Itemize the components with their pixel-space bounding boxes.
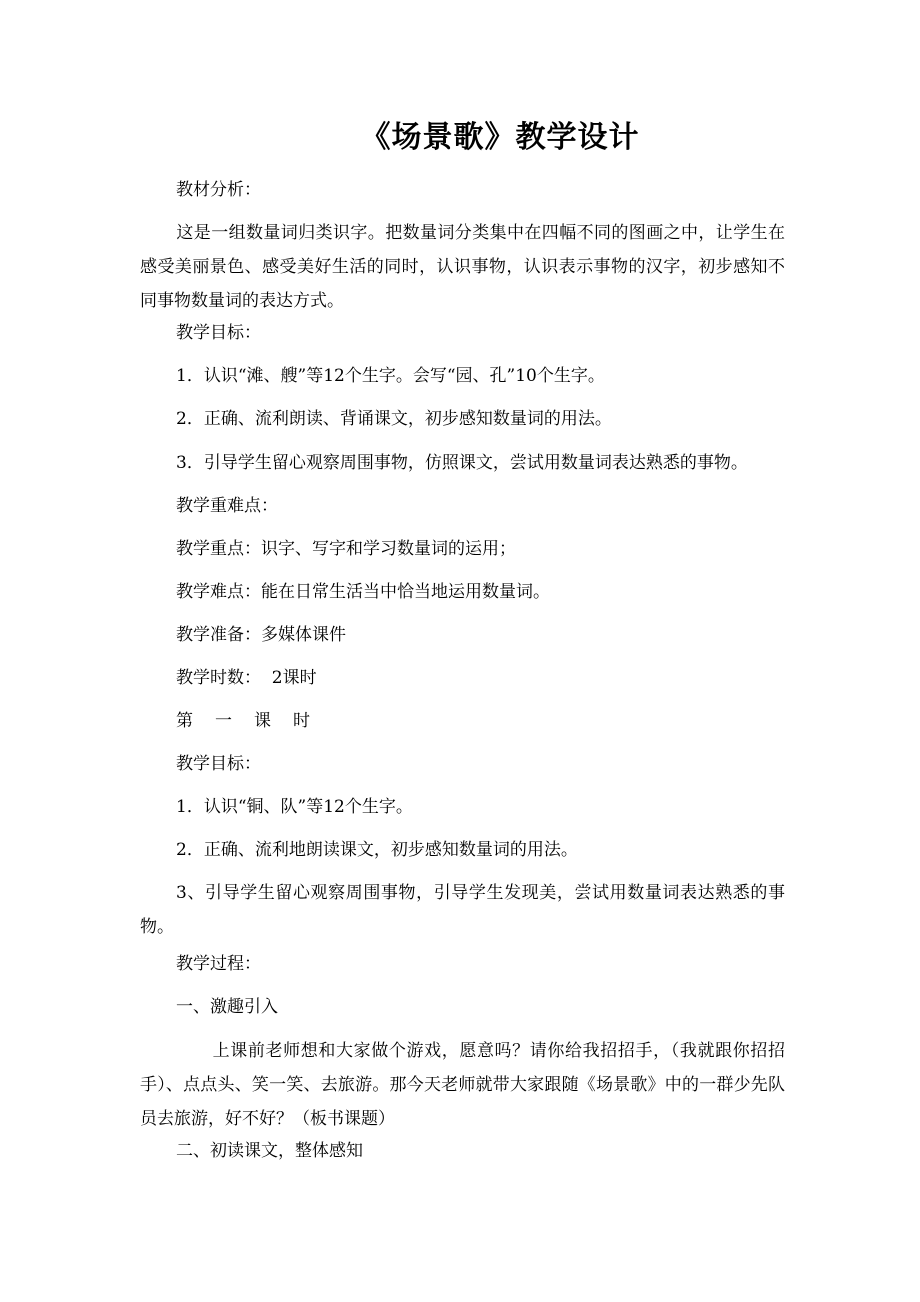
- lesson-goal-item: [140, 876, 785, 944]
- analysis-heading: 教材分析：: [176, 180, 261, 200]
- analysis-text: 这是一组数量词归类识字。把数量词分类集中在四幅不同的图画之中，让学生在感受美丽景色、感受美好生活的同时，认识事物，认识表示事物的汉字，初步感知不同事物数量词的表达方式。: [140, 223, 785, 311]
- teaching-hours: 教学时数： 2课时: [176, 668, 317, 688]
- goal-item: 1．认识“滩、艘”等12个生字。会写“园、孔”10个生字。: [176, 366, 605, 386]
- document-title: 《场景歌》教学设计: [360, 120, 640, 155]
- analysis-paragraph: [140, 216, 785, 318]
- lesson-goals-heading: 教学目标：: [176, 754, 261, 774]
- goal-item: 3．引导学生留心观察周围事物，仿照课文，尝试用数量词表达熟悉的事物。: [176, 453, 748, 473]
- key-difficult-heading: 教学重难点：: [176, 496, 278, 516]
- step-heading: 二、初读课文，整体感知: [176, 1141, 363, 1161]
- lesson-goal-item: 2．正确、流利地朗读课文，初步感知数量词的用法。: [176, 840, 578, 860]
- lesson-goal-3-text: 3、引导学生留心观察周围事物，引导学生发现美，尝试用数量词表达熟悉的事物。: [140, 883, 785, 937]
- step-1-text: 上课前老师想和大家做个游戏，愿意吗？请你给我招招手，（我就跟你招招手）、点点头、笑一笑、去旅游。那今天老师就带大家跟随《场景歌》中的一群少先队员去旅游，好不好？（板书课题）: [140, 1041, 785, 1129]
- teaching-preparation: 教学准备：多媒体课件: [176, 625, 346, 645]
- difficult-point: 教学难点：能在日常生活当中恰当地运用数量词。: [176, 582, 550, 602]
- key-point: 教学重点：识字、写字和学习数量词的运用；: [176, 539, 516, 559]
- process-heading: 教学过程：: [176, 954, 261, 974]
- lesson-goal-item: 1．认识“铜、队”等12个生字。: [176, 797, 413, 817]
- goal-item: 2．正确、流利朗读、背诵课文，初步感知数量词的用法。: [176, 409, 612, 429]
- goals-heading: 教学目标：: [176, 323, 261, 343]
- step-1-paragraph: [140, 1034, 785, 1136]
- step-heading: 一、激趣引入: [176, 997, 278, 1017]
- lesson-heading: 第一课时: [176, 711, 332, 731]
